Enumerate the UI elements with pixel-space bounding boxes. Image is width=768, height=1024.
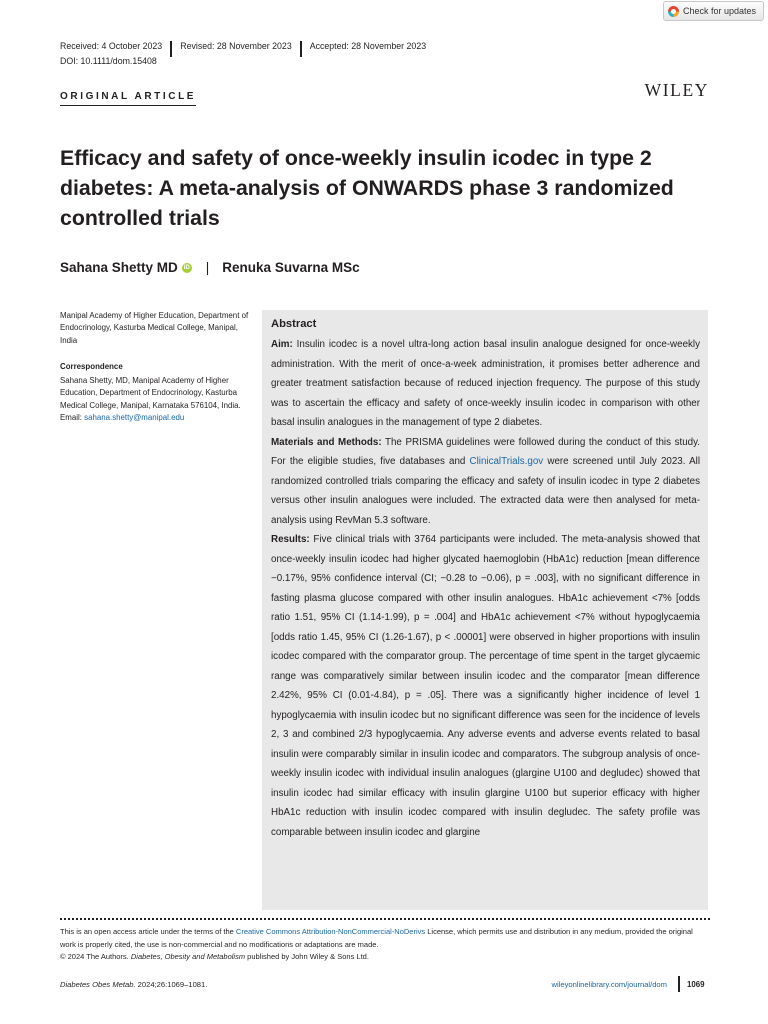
citation [60, 980, 207, 989]
date-divider [170, 41, 172, 57]
results-text: Five clinical trials with 3764 participants were included. The meta-analysis showed that once-weekly insulin icodec had higher glycated haemoglobin (HbA1c) reduction [mean difference −0.17%, 95% confidence interval (CI; −0.28 to −0.06), p = .003], with no significant difference in fasting plasma glucose compared with other insulin analogues. HbA1c achievement <7% [odds ratio 1.51, 95% CI (1.14-1.99), p = .004] and HbA1c achievement <7% without hypoglycaemia [odds ratio 1.45, 95% CI (1.26-1.67), p < .00001] were observed in higher proportions with insulin icodec compared with the comparator group. The percentage of time spent in the target glycaemic range was comparatively similar between insulin icodec and the comparator [mean difference 2.42%, 95% CI (0.01-4.84), p = .05]. There was a significantly higher incidence of level 1 hypoglycaemia with insulin icodec but no significant difference was seen for the incidence of levels 2, 3 and combined 2/3 hypoglycaemia. Any adverse events and adverse events related to basal insulin were comparably similar in insulin icodec and comparators. The subgroup analysis of once-weekly insulin icodec with individual insulin analogues (glargine U100 and degludec) showed that insulin icodec had similar efficacy with insulin glargine U100 but superior efficacy with higher HbA1c reduction with insulin icodec compared with insulin degludec. The safety profile was comparable between insulin icodec and glargine [271, 534, 700, 838]
license-note [60, 926, 710, 964]
received-date: Received: 4 October 2023 [60, 41, 163, 51]
citation-details: 2024;26:1069–1081. [135, 980, 208, 989]
orcid-icon[interactable]: iD [183, 264, 190, 271]
author-separator: | [205, 260, 210, 275]
copyright-text: © 2024 The Authors. [60, 952, 131, 962]
author-name[interactable]: Sahana Shetty MD [60, 260, 178, 275]
email-link[interactable]: sahana.shetty@manipal.edu [84, 412, 185, 422]
footer-divider [60, 918, 710, 920]
results-label: Results: [271, 534, 310, 545]
footer-separator [678, 976, 680, 992]
article-type: ORIGINAL ARTICLE [60, 91, 196, 106]
aim-label: Aim: [271, 339, 293, 350]
doi[interactable]: DOI: 10.1111/dom.15408 [60, 56, 157, 66]
crossmark-icon [668, 6, 679, 17]
license-text-cont: License, which permits use and distribution in any medium, provided the original work is properly cited, the use is non-commercial and no modifications or adaptations are made. [60, 927, 693, 949]
correspondence-address: Sahana Shetty, MD, Manipal Academy of Higher Education, Department of Endocrinology, Kasturba Medical College, Manipal, Karnataka 576104, India. [60, 376, 241, 410]
date-divider [300, 41, 302, 57]
journal-url-link[interactable]: wileyonlinelibrary.com/journal/dom [551, 980, 667, 989]
copyright-text-cont: published by John Wiley & Sons Ltd. [245, 952, 369, 962]
journal-name: Diabetes, Obesity and Metabolism [130, 952, 246, 962]
author-name[interactable]: Renuka Suvarna MSc [222, 260, 360, 275]
abstract-body [271, 335, 700, 842]
abstract-aim [271, 335, 700, 433]
abstract-methods [271, 433, 700, 531]
methods-text-cont: were screened until July 2023. All randomized controlled trials comparing the efficacy and safety of insulin icodec in type 2 diabetes versus other insulin analogues were included. The extracted data were then analysed for meta-analysis using RevMan 5.3 software. [271, 456, 700, 526]
license-link[interactable]: Creative Commons Attribution-NonCommercial-NoDerivs [235, 927, 426, 936]
check-for-updates-label: Check for updates [682, 6, 756, 16]
check-for-updates-button[interactable] [663, 1, 764, 21]
email-label: Email: [60, 412, 85, 422]
page-number: 1069 [687, 980, 705, 989]
abstract-heading: Abstract [271, 318, 317, 330]
revised-date: Revised: 28 November 2023 [180, 41, 292, 51]
methods-label: Materials and Methods: [271, 436, 382, 448]
license-text: This is an open access article under the terms of the [60, 927, 236, 936]
accepted-date: Accepted: 28 November 2023 [309, 41, 427, 51]
publisher-logo: WILEY [644, 80, 709, 100]
correspondence-details [60, 375, 250, 424]
abstract-results [271, 530, 700, 842]
correspondence-heading: Correspondence [60, 362, 123, 371]
clinicaltrials-link[interactable]: ClinicalTrials.gov [469, 456, 544, 467]
author-list [60, 260, 360, 275]
article-dates [60, 38, 426, 54]
aim-text: Insulin icodec is a novel ultra-long action basal insulin analogue designed for once-weekly administration. With the merit of once-a-week administration, it promises better adherence and greater treatment satisfaction because of reduced injection frequency. The purpose of this study was to ascertain the efficacy and safety of once-weekly insulin icodec in comparison with other basal insulin analogues in the management of type 2 diabetes. [271, 339, 700, 428]
methods-text: The PRISMA guidelines were followed during the conduct of this study. For the eligible studies, five databases and [271, 436, 700, 467]
affiliation: Manipal Academy of Higher Education, Department of Endocrinology, Kasturba Medical College, Manipal, India [60, 311, 249, 345]
journal-abbrev: Diabetes Obes Metab. [60, 980, 136, 989]
article-title: Efficacy and safety of once-weekly insulin icodec in type 2 diabetes: A meta-analysis of ONWARDS phase 3 randomized controlled trials [60, 146, 674, 230]
